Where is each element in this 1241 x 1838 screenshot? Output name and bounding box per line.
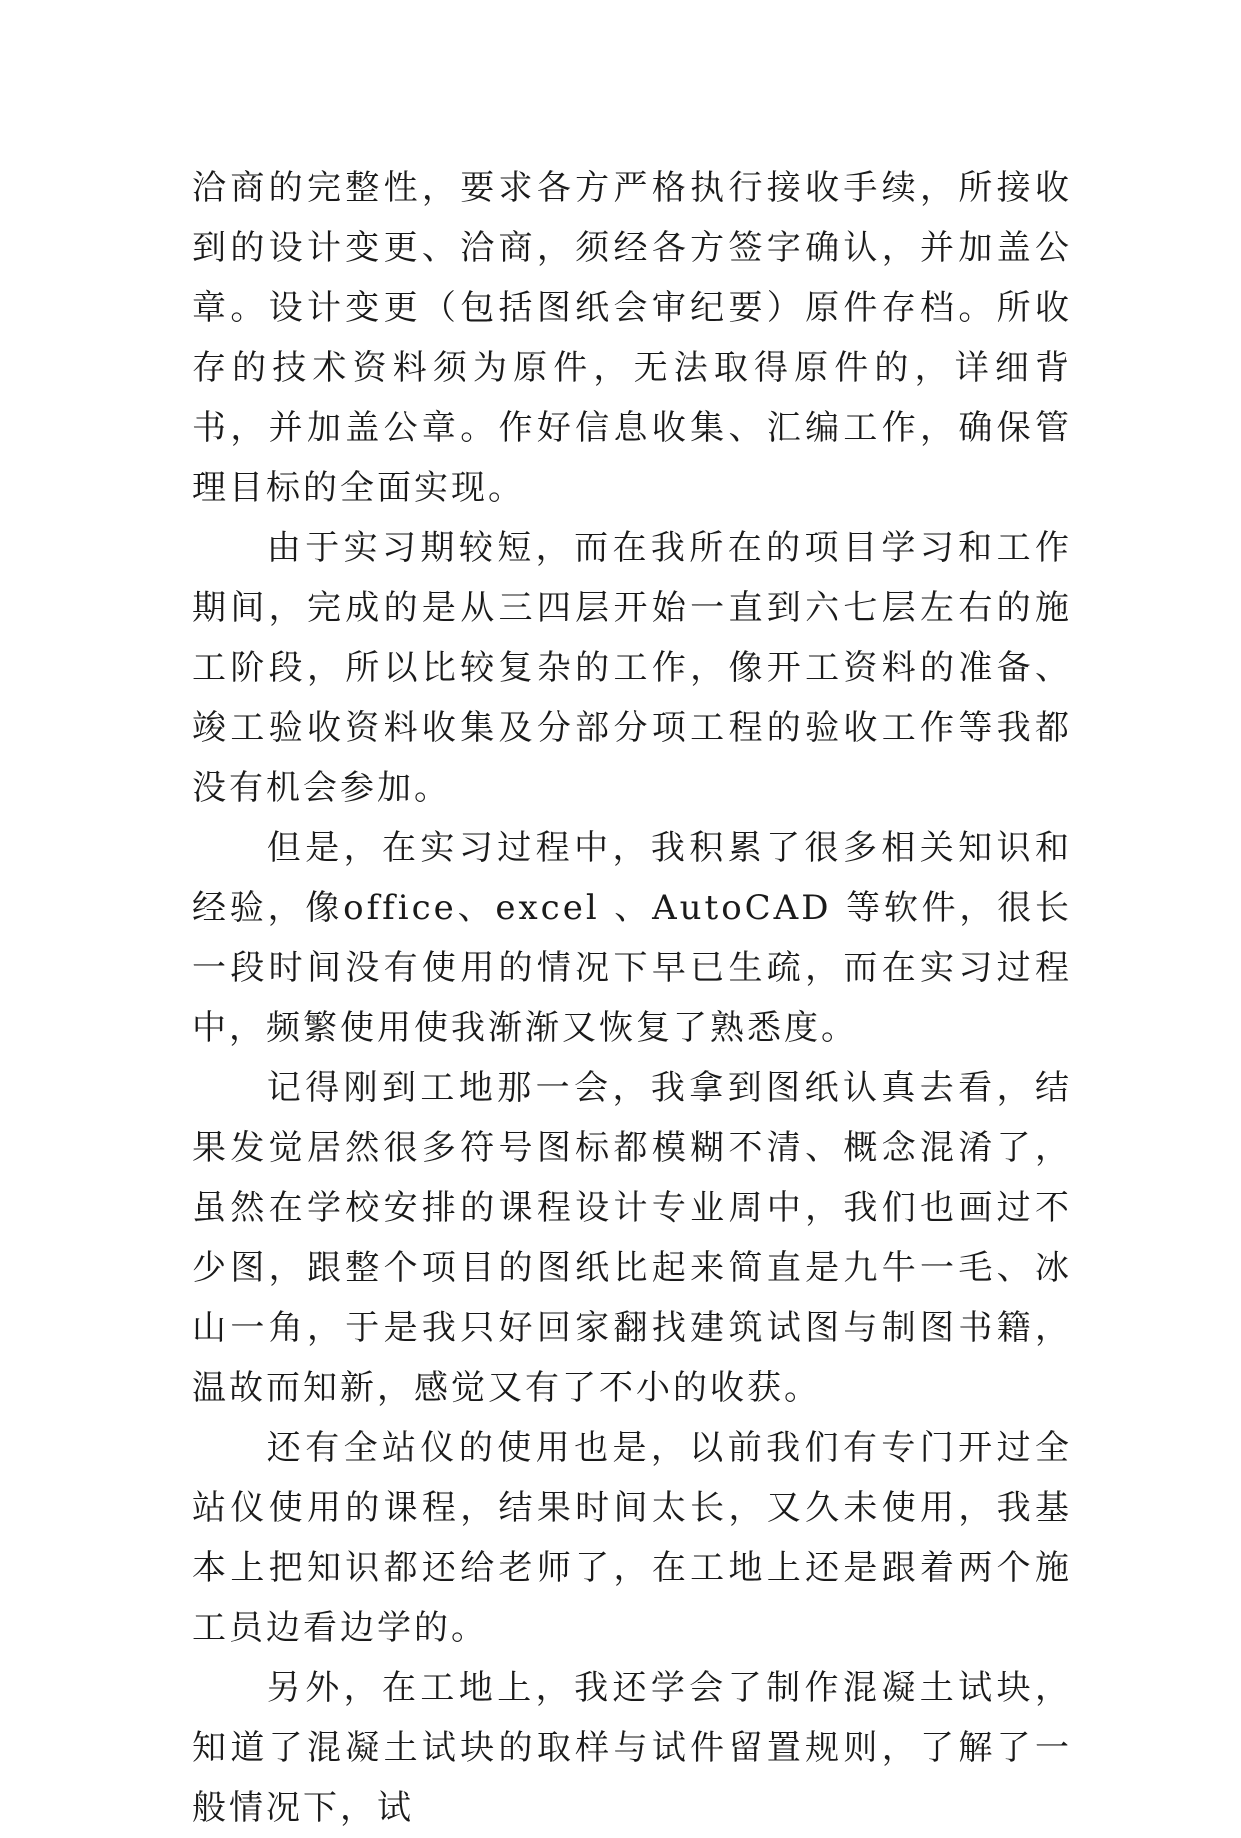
paragraph-3: 但是，在实习过程中，我积累了很多相关知识和经验，像office、excel 、AutoCAD 等软件，很长一段时间没有使用的情况下早已生疏，而在实习过程中，频繁使用使我渐渐又恢复了熟悉度。 — [192, 828, 1072, 1048]
paragraph-1: 洽商的完整性，要求各方严格执行接收手续，所接收到的设计变更、洽商，须经各方签字确认，并加盖公章。设计变更（包括图纸会审纪要）原件存档。所收存的技术资料须为原件，无法取得原件的，详细背书，并加盖公章。作好信息收集、汇编工作，确保管理目标的全面实现。 — [192, 168, 1072, 508]
paragraph-5: 还有全站仪的使用也是，以前我们有专门开过全站仪使用的课程，结果时间太长，又久未使用，我基本上把知识都还给老师了，在工地上还是跟着两个施工员边看边学的。 — [192, 1428, 1072, 1648]
paragraph-2: 由于实习期较短，而在我所在的项目学习和工作期间，完成的是从三四层开始一直到六七层左右的施工阶段，所以比较复杂的工作，像开工资料的准备、竣工验收资料收集及分部分项工程的验收工作等我都没有机会参加。 — [192, 528, 1072, 808]
document-body — [192, 158, 1072, 1838]
paragraph-4: 记得刚到工地那一会，我拿到图纸认真去看，结果发觉居然很多符号图标都模糊不清、概念混淆了，虽然在学校安排的课程设计专业周中，我们也画过不少图，跟整个项目的图纸比起来简直是九牛一毛、冰山一角，于是我只好回家翻找建筑试图与制图书籍，温故而知新，感觉又有了不小的收获。 — [192, 1068, 1072, 1408]
paragraph-6: 另外，在工地上，我还学会了制作混凝土试块，知道了混凝土试块的取样与试件留置规则，了解了一般情况下，试 — [192, 1668, 1072, 1828]
